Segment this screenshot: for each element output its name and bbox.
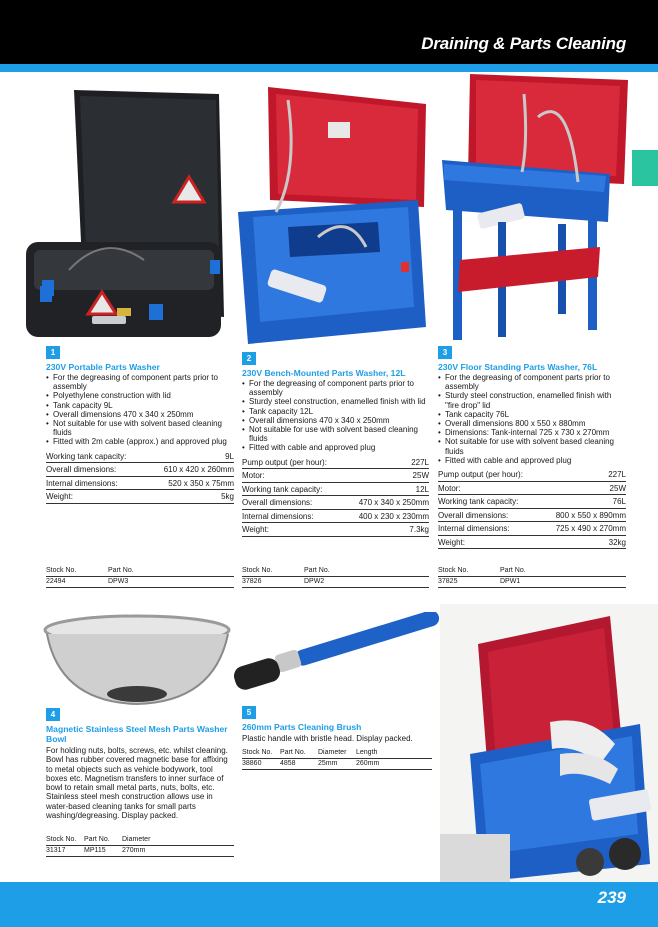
header-accent-line <box>0 64 658 72</box>
stock-header-row: Stock No. Part No. <box>242 567 429 577</box>
stock-header-row: Stock No. Part No. Diameter Length <box>242 749 432 759</box>
section-tab <box>632 150 658 186</box>
product-card <box>438 346 626 549</box>
feature-item: • Polyethylene construction with lid <box>46 391 234 400</box>
spec-row: Working tank capacity: 9L <box>46 450 234 464</box>
feature-item: • Fitted with cable and approved plug <box>242 443 429 452</box>
feature-list <box>46 373 234 447</box>
feature-item: • For the degreasing of component parts prior to assembly <box>46 373 234 391</box>
portable-parts-washer-image <box>14 82 226 344</box>
product-description: For holding nuts, bolts, screws, etc. whilst cleaning. Bowl has rubber covered magnetic base for affixing to metal objects such as vehicle bodywork, tool boxes etc. Magnetism transfers to inner surface of bowl to retain small metal parts, nuts, bolts, etc. Stainless steel mesh construction allows use in water-based cleaning tanks for small parts washing/degreasing. Display packed. <box>46 746 228 821</box>
stock-table <box>46 836 234 857</box>
feature-item: • For the degreasing of component parts prior to assembly <box>242 379 429 397</box>
feature-item: • Sturdy steel construction, enamelled finish with "fire drop" lid <box>438 391 626 409</box>
stock-value-row: 38860 4858 25mm 260mm <box>242 759 432 770</box>
spec-row: Motor: 25W <box>438 482 626 496</box>
product-number-badge: 1 <box>46 346 60 359</box>
spec-row: Motor: 25W <box>242 469 429 483</box>
product-card <box>46 708 234 820</box>
feature-item: • Fitted with cable and approved plug <box>438 456 626 465</box>
spec-table <box>242 456 429 537</box>
feature-list <box>438 373 626 465</box>
product-title: Magnetic Stainless Steel Mesh Parts Washer Bowl <box>46 724 228 744</box>
stock-value-row: 31317 MP115 270mm <box>46 846 234 857</box>
product-card <box>46 346 234 504</box>
stock-table <box>46 567 234 588</box>
feature-item: • Overall dimensions 470 x 340 x 250mm <box>242 416 429 425</box>
feature-item: • Dimensions: Tank-internal 725 x 730 x 270mm <box>438 428 626 437</box>
parts-washer-in-use-image <box>440 604 658 882</box>
spec-row: Weight: 32kg <box>438 536 626 550</box>
stock-header-row: Stock No. Part No. Diameter <box>46 836 234 846</box>
spec-row: Weight: 5kg <box>46 490 234 504</box>
feature-item: • Tank capacity 9L <box>46 401 234 410</box>
stock-value-row: 37826 DPW2 <box>242 577 429 588</box>
spec-row: Working tank capacity: 12L <box>242 483 429 497</box>
feature-item: • Tank capacity 12L <box>242 407 429 416</box>
product-number-badge: 2 <box>242 352 256 365</box>
product-card <box>242 352 429 537</box>
mesh-bowl-image <box>40 612 235 712</box>
product-card <box>242 706 438 743</box>
feature-item: • Overall dimensions 470 x 340 x 250mm <box>46 410 234 419</box>
header-bar <box>0 0 658 64</box>
product-title: 230V Bench-Mounted Parts Washer, 12L <box>242 368 406 378</box>
spec-row: Pump output (per hour): 227L <box>242 456 429 470</box>
feature-item: • Sturdy steel construction, enamelled finish with lid <box>242 397 429 406</box>
spec-row: Pump output (per hour): 227L <box>438 468 626 482</box>
product-number-badge: 3 <box>438 346 452 359</box>
spec-row: Working tank capacity: 76L <box>438 495 626 509</box>
bench-mounted-parts-washer-image <box>228 82 434 344</box>
feature-item: • Not suitable for use with solvent based cleaning fluids <box>46 419 234 437</box>
spec-row: Internal dimensions: 520 x 350 x 75mm <box>46 477 234 491</box>
floor-standing-parts-washer-image <box>438 72 634 344</box>
cleaning-brush-image <box>232 612 444 692</box>
stock-table <box>242 749 432 770</box>
spec-row: Internal dimensions: 400 x 230 x 230mm <box>242 510 429 524</box>
spec-row: Overall dimensions: 470 x 340 x 250mm <box>242 496 429 510</box>
feature-item: • Fitted with 2m cable (approx.) and approved plug <box>46 437 234 446</box>
stock-header-row: Stock No. Part No. <box>438 567 626 577</box>
spec-table <box>46 450 234 504</box>
spec-row: Weight: 7.3kg <box>242 523 429 537</box>
product-number-badge: 4 <box>46 708 60 721</box>
stock-table <box>242 567 429 588</box>
spec-row: Internal dimensions: 725 x 490 x 270mm <box>438 522 626 536</box>
stock-value-row: 37825 DPW1 <box>438 577 626 588</box>
spec-row: Overall dimensions: 610 x 420 x 260mm <box>46 463 234 477</box>
product-title: 230V Portable Parts Washer <box>46 362 160 372</box>
product-title: 230V Floor Standing Parts Washer, 76L <box>438 362 598 372</box>
spec-table <box>438 468 626 549</box>
feature-item: • For the degreasing of component parts prior to assembly <box>438 373 626 391</box>
spec-row: Overall dimensions: 800 x 550 x 890mm <box>438 509 626 523</box>
feature-item: • Tank capacity 76L <box>438 410 626 419</box>
stock-value-row: 22494 DPW3 <box>46 577 234 588</box>
page-title: Draining & Parts Cleaning <box>421 34 626 53</box>
product-title: 260mm Parts Cleaning Brush <box>242 722 362 732</box>
feature-list <box>242 379 429 453</box>
page-number: 239 <box>597 888 626 907</box>
feature-item: • Overall dimensions 800 x 550 x 880mm <box>438 419 626 428</box>
stock-table <box>438 567 626 588</box>
product-description: Plastic handle with bristle head. Display packed. <box>242 734 413 743</box>
feature-item: • Not suitable for use with solvent based cleaning fluids <box>242 425 429 443</box>
product-number-badge: 5 <box>242 706 256 719</box>
stock-header-row: Stock No. Part No. <box>46 567 234 577</box>
feature-item: • Not suitable for use with solvent based cleaning fluids <box>438 437 626 455</box>
footer-bar <box>0 882 658 927</box>
